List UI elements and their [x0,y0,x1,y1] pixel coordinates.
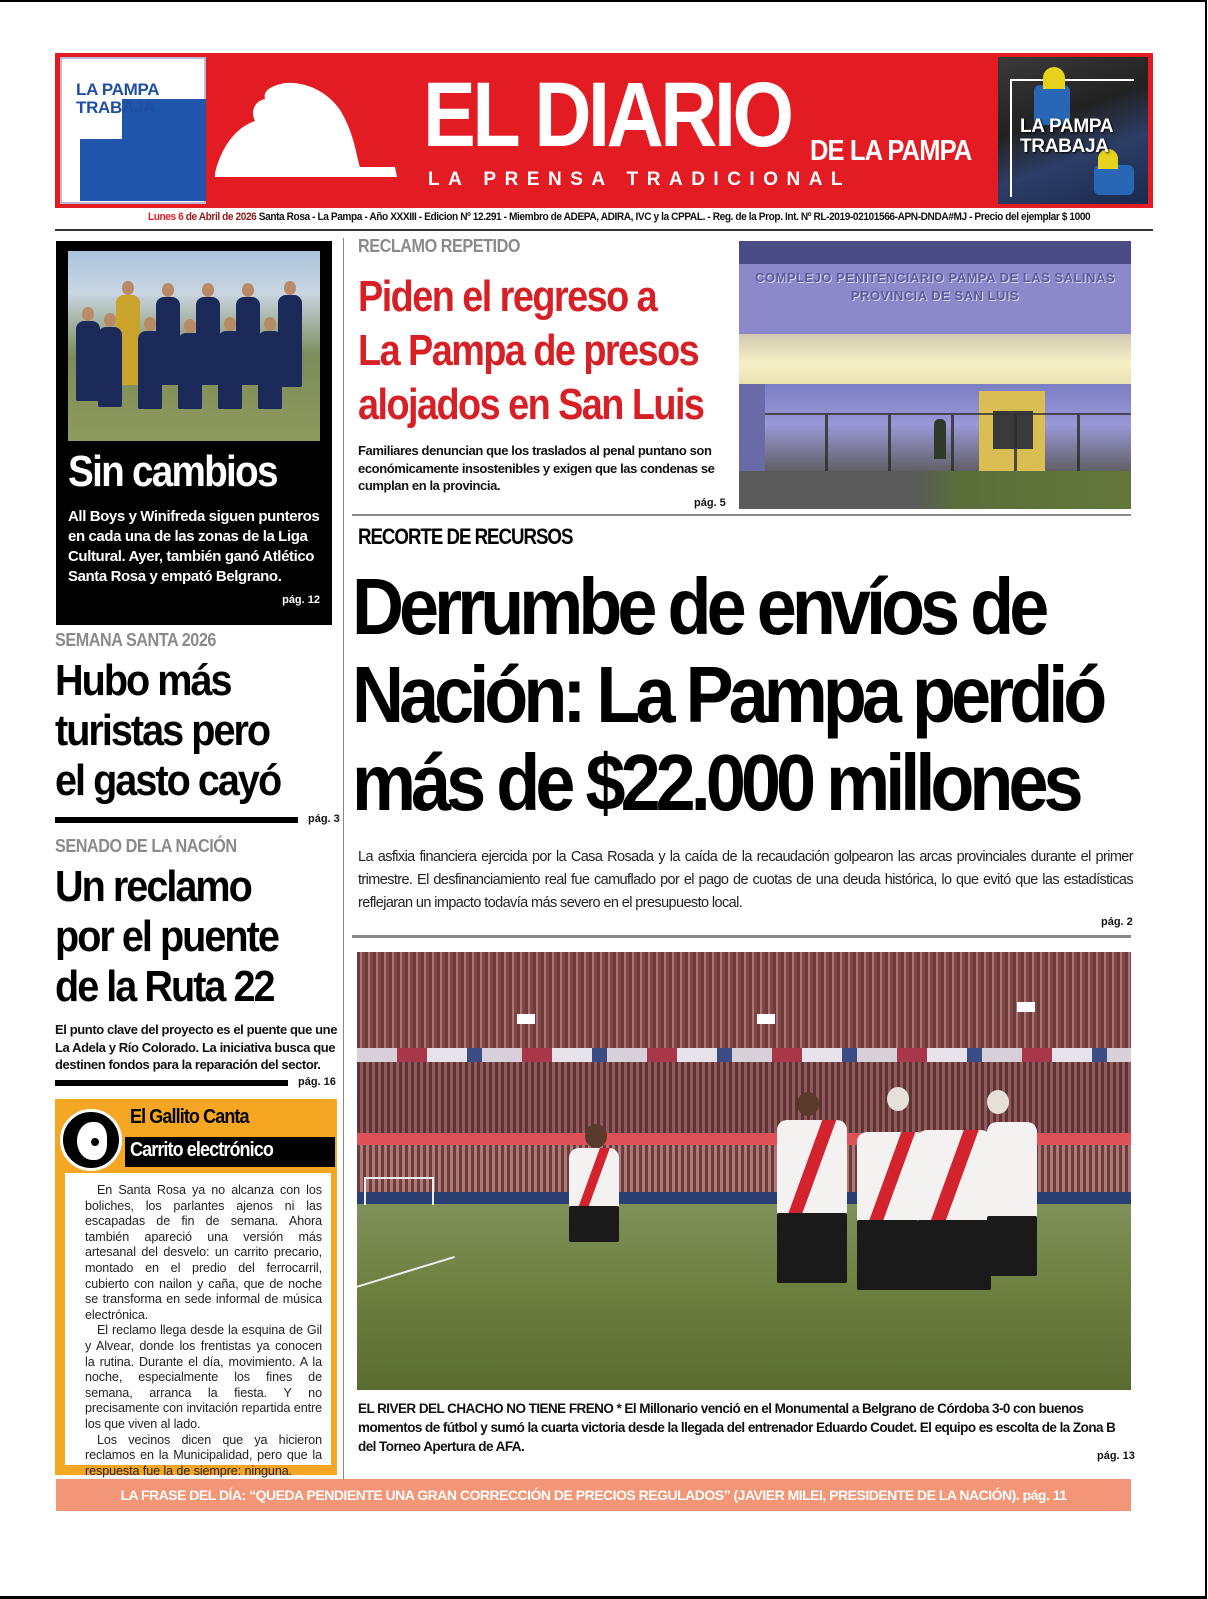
fan-banners [357,1048,1131,1062]
headline-line: alojados en San Luis [358,380,704,429]
headline-line: el gasto cayó [55,756,281,805]
page-reference[interactable]: pág. 12 [282,594,320,606]
province-shape-icon-part [80,139,206,201]
prison-summary: Familiares denuncian que los traslados al penal puntano son económicamente insostenibles y exigen que las condenas se cumplan en la provincia. [358,443,715,493]
sports-summary: All Boys y Winifreda siguen punteros en cada una de las zonas de la Liga Cultural. Ayer, también ganó Atlético Santa Rosa y empató Belgrano. [68,508,320,585]
headline-line: turistas pero [55,706,270,755]
photo-sky [739,241,1131,264]
player-figure [258,331,282,409]
ad-right-line2: TRABAJA [1020,136,1109,157]
divider [352,935,1131,938]
worker-image [1094,165,1134,195]
photo-ground [739,471,1131,509]
headline-line: por el puente [55,912,278,961]
headline-line: Piden el regreso a [358,272,657,321]
column-divider [343,238,344,1484]
page-reference[interactable]: pág. 13 [1097,1450,1135,1462]
column-body [65,1173,331,1478]
stadium-light [757,1014,775,1024]
player-head [987,1090,1009,1114]
column-paragraph: El reclamo llega desde la esquina de Gil y Alvear, donde los frentistas ya conocen la rutina. Durante el día, movimiento. A la noche, especialmente los fines de semana, arranca la fiesta. Y no precisamente con invitación repartida entre los que viven al lado. [85,1323,322,1431]
rooster-icon [60,1109,122,1171]
divider [55,229,1153,231]
la-pampa-trabaja-ad-left[interactable] [60,57,206,204]
player-figure [917,1130,991,1222]
player-figure [569,1148,619,1208]
masthead [55,53,1153,208]
page-reference[interactable]: pág. 16 [298,1076,336,1088]
prison-photo [739,241,1131,509]
phrase-of-the-day: LA FRASE DEL DÍA: “QUEDA PENDIENTE UNA GRAN CORRECCIÓN DE PRECIOS REGULADOS” (JAVIER MILEI, PRESIDENTE DE LA NACIÓN). pág. 11 [56,1479,1131,1511]
photo-canopy [739,334,1131,384]
senate-headline[interactable] [55,862,278,1012]
sign-line: PROVINCIA DE SAN LUIS [850,288,1020,303]
senate-kicker: SENADO DE LA NACIÓN [55,836,237,856]
column-name: El Gallito Canta [130,1106,249,1128]
page-reference[interactable]: pág. 3 [308,813,340,825]
player-head [585,1124,607,1148]
prison-headline[interactable] [358,270,703,432]
headline-line: Hubo más [55,656,231,705]
newspaper-subtitle: LA PRENSA TRADICIONAL [428,169,852,190]
guard-figure [934,419,946,459]
ad-right-line1: LA PAMPA [1020,116,1114,137]
newspaper-title[interactable]: EL DIARIO [423,64,791,166]
headline-line: de la Ruta 22 [55,962,274,1011]
team-photo [68,251,320,441]
ad-left-line2: TRABAJA [76,98,156,117]
main-kicker: RECORTE DE RECURSOS [358,524,573,549]
column-paragraph: Los vecinos dicen que ya hicieron reclamos en la Municipalidad, pero que la respuesta fue la de siempre: ninguna. [85,1432,322,1478]
dateline [148,211,1090,223]
prison-sign-text [739,269,1131,305]
headline-line: más de $22.000 millones [352,738,1079,827]
sun-logo-icon [215,81,405,181]
ad-right-text [1020,117,1113,157]
rooster-beak [89,1136,101,1148]
gallito-column[interactable] [55,1099,337,1478]
main-headline[interactable] [352,563,1102,827]
sports-headline[interactable]: Sin cambios [68,447,277,496]
dateline-date: de Abril de 2026 [185,211,257,223]
sports-story[interactable] [56,241,332,625]
tourism-kicker: SEMANA SANTA 2026 [55,630,216,650]
headline-line: Derrumbe de envíos de [352,562,1045,651]
ad-left-text [76,81,159,117]
headline-line: La Pampa de presos [358,326,699,375]
sign-line: COMPLEJO PENITENCIARIO PAMPA DE LAS SALINAS [754,270,1115,285]
column-title[interactable]: Carrito electrónico [130,1139,273,1161]
hardhat-icon [1043,67,1065,89]
senate-summary: El punto clave del proyecto es el puente que une La Adela y Río Colorado. La iniciativa busca que destinen fondos para la reparación del sector. [55,1022,338,1072]
player-head [887,1087,909,1111]
river-caption: EL RIVER DEL CHACHO NO TIENE FRENO * El Millonario venció en el Monumental a Belgrano de Córdoba 3-0 con buenos momentos de fútbol y sumó la cuarta victoria desde la llegada del entrenador Eduardo Coudet. El equipo es escolta de la Zona B del Torneo Apertura de AFA. [358,1401,1116,1454]
divider [352,514,1131,516]
player-figure [98,327,122,407]
fence [765,413,1131,479]
player-figure [138,331,162,409]
dateline-details: Santa Rosa - La Pampa - Año XXXIII - Edicion Nº 12.291 - Miembro de ADEPA, ADIRA, IVC y la CPPAL. - Reg. de la Prop. Int. Nº RL-2019-02101566-APN-DNDA#MJ - Precio del ejemplar $ 1000 [258,211,1091,223]
page-reference[interactable]: pág. 2 [1101,916,1133,928]
ad-left-line1: LA PAMPA [76,80,160,99]
river-plate-photo [357,952,1131,1390]
dateline-weekday: Lunes 6 [148,211,184,223]
page-reference[interactable]: pág. 5 [694,497,726,509]
tourism-headline[interactable] [55,656,280,806]
goal [364,1177,434,1205]
stadium-light [517,1014,535,1024]
player-figure [76,321,100,401]
divider-bar [55,1080,288,1086]
headline-line: Nación: La Pampa perdió [352,650,1103,739]
stands [357,952,1131,1052]
player-figure [178,333,202,409]
newspaper-region: DE LA PAMPA [810,135,972,167]
player-figure [987,1122,1037,1218]
main-summary: La asfixia financiera ejercida por la Casa Rosada y la caída de la recaudación golpearon las arcas provinciales durante el primer trimestre. El desfinanciamiento real fue camuflado por el pago de cuotas de una deuda histórica, lo que evitó que las estadísticas reflejaran un impacto todavía más severo en el presupuesto local. [358,849,1133,911]
prison-kicker: RECLAMO REPETIDO [358,236,521,256]
player-figure [777,1120,847,1215]
column-paragraph: En Santa Rosa ya no alcanza con los boliches, los parlantes ajenos ni las escapadas de fin de semana. Ahora también apareció una versión más artesanal del desvelo: un carrito precario, montado en el predio del ferrocarril, cubierto con nailon y caña, que de noche se transforma en sede informal de música electrónica. [85,1183,322,1322]
headline-line: Un reclamo [55,862,251,911]
divider-bar [55,817,298,823]
player-head [797,1092,819,1116]
la-pampa-trabaja-ad-right[interactable] [998,57,1148,204]
player-figure [218,331,242,409]
stadium-light [1017,1002,1035,1012]
